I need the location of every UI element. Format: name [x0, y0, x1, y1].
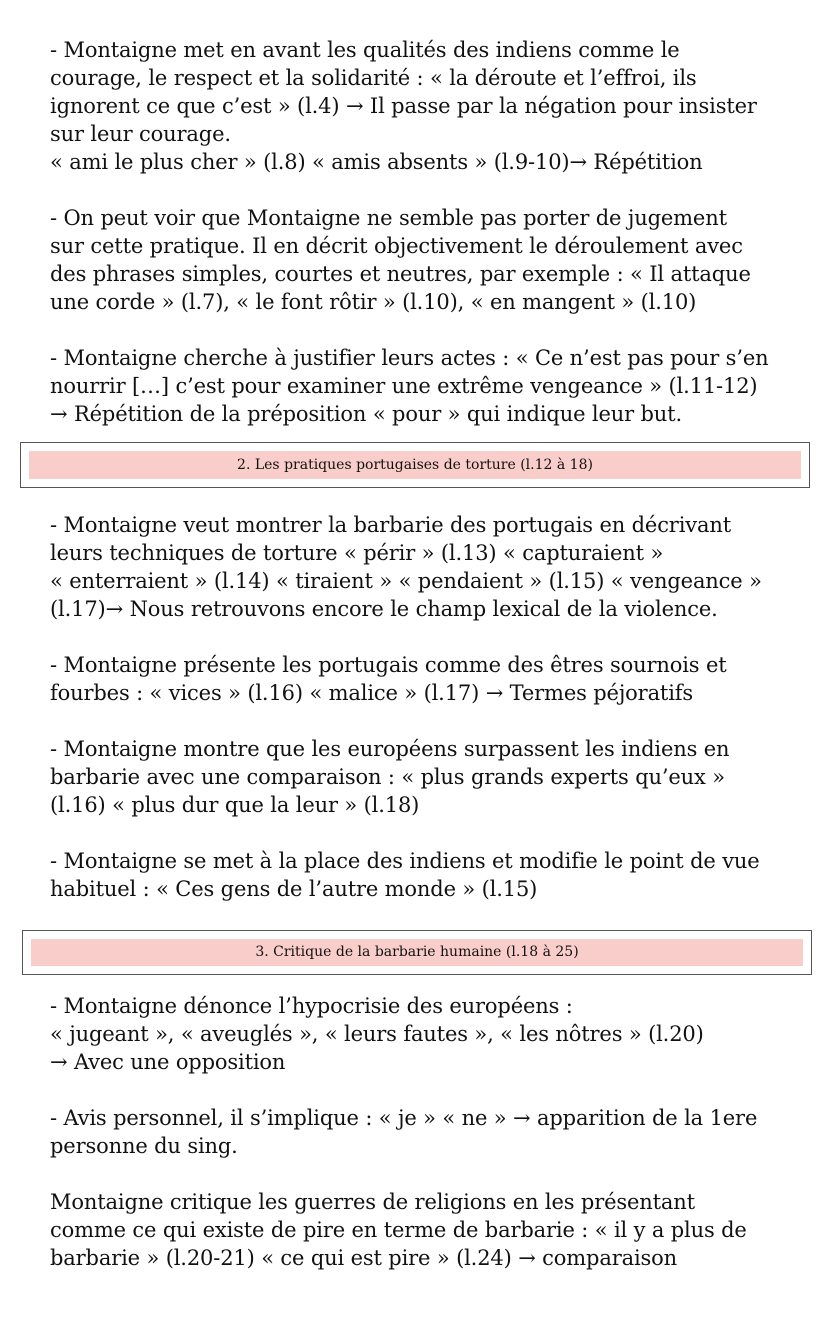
- text-line: Montaigne critique les guerres de religions en les présentant: [50, 1190, 695, 1214]
- text-line: - Montaigne présente les portugais comme des êtres sournois et: [50, 653, 727, 677]
- paragraph-portuguese-barbarity: [50, 511, 810, 623]
- text-line: - On peut voir que Montaigne ne semble pas porter de jugement: [50, 206, 727, 230]
- section-heading-3: [22, 930, 812, 975]
- paragraph-personal-opinion: [50, 1104, 810, 1160]
- section-heading-2: [20, 442, 810, 488]
- section-heading-2-text: 2. Les pratiques portugaises de torture (l.12 à 18): [237, 457, 593, 473]
- text-line: courage, le respect et la solidarité : « la déroute et l’effroi, ils: [50, 66, 697, 90]
- text-line: « jugeant », « aveuglés », « leurs fautes », « les nôtres » (l.20): [50, 1022, 704, 1046]
- text-line: sur leur courage.: [50, 122, 231, 146]
- text-line: nourrir […] c’est pour examiner une extrême vengeance » (l.11-12): [50, 374, 758, 398]
- text-line: - Montaigne montre que les européens surpassent les indiens en: [50, 737, 730, 761]
- text-line: barbarie » (l.20-21) « ce qui est pire » (l.24) → comparaison: [50, 1246, 678, 1270]
- text-line: - Montaigne cherche à justifier leurs actes : « Ce n’est pas pour s’en: [50, 346, 769, 370]
- text-line: barbarie avec une comparaison : « plus grands experts qu’eux »: [50, 765, 725, 789]
- paragraph-justification: [50, 344, 810, 428]
- text-line: leurs techniques de torture « périr » (l.13) « capturaient »: [50, 541, 664, 565]
- text-line: - Avis personnel, il s’implique : « je » « ne » → apparition de la 1ere: [50, 1106, 758, 1130]
- paragraph-no-judgment: [50, 204, 810, 316]
- text-line: sur cette pratique. Il en décrit objectivement le déroulement avec: [50, 234, 743, 258]
- text-line: une corde » (l.7), « le font rôtir » (l.10), « en mangent » (l.10): [50, 290, 697, 314]
- text-line: personne du sing.: [50, 1134, 238, 1158]
- paragraph-sly-portuguese: [50, 651, 810, 707]
- text-line: habituel : « Ces gens de l’autre monde » (l.15): [50, 877, 538, 901]
- text-line: - Montaigne se met à la place des indiens et modifie le point de vue: [50, 849, 760, 873]
- paragraph-point-of-view: [50, 847, 810, 903]
- text-line: ignorent ce que c’est » (l.4) → Il passe par la négation pour insister: [50, 94, 757, 118]
- text-line: - Montaigne veut montrer la barbarie des portugais en décrivant: [50, 513, 732, 537]
- text-line: « enterraient » (l.14) « tiraient » « pendaient » (l.15) « vengeance »: [50, 569, 762, 593]
- text-line: des phrases simples, courtes et neutres, par exemple : « Il attaque: [50, 262, 751, 286]
- text-line: « ami le plus cher » (l.8) « amis absents » (l.9-10)→ Répétition: [50, 150, 703, 174]
- text-line: → Répétition de la préposition « pour » qui indique leur but.: [50, 402, 682, 426]
- text-line: (l.16) « plus dur que la leur » (l.18): [50, 793, 420, 817]
- paragraph-religious-wars: [50, 1188, 810, 1272]
- text-line: comme ce qui existe de pire en terme de barbarie : « il y a plus de: [50, 1218, 747, 1242]
- paragraph-indians-qualities: [50, 36, 810, 176]
- text-line: → Avec une opposition: [50, 1050, 286, 1074]
- text-line: fourbes : « vices » (l.16) « malice » (l.17) → Termes péjoratifs: [50, 681, 694, 705]
- text-line: - Montaigne dénonce l’hypocrisie des européens :: [50, 994, 573, 1018]
- paragraph-europeans-surpass: [50, 735, 810, 819]
- paragraph-hypocrisy: [50, 992, 810, 1076]
- text-line: - Montaigne met en avant les qualités des indiens comme le: [50, 38, 680, 62]
- section-heading-3-text: 3. Critique de la barbarie humaine (l.18 à 25): [255, 944, 579, 960]
- text-line: (l.17)→ Nous retrouvons encore le champ lexical de la violence.: [50, 597, 718, 621]
